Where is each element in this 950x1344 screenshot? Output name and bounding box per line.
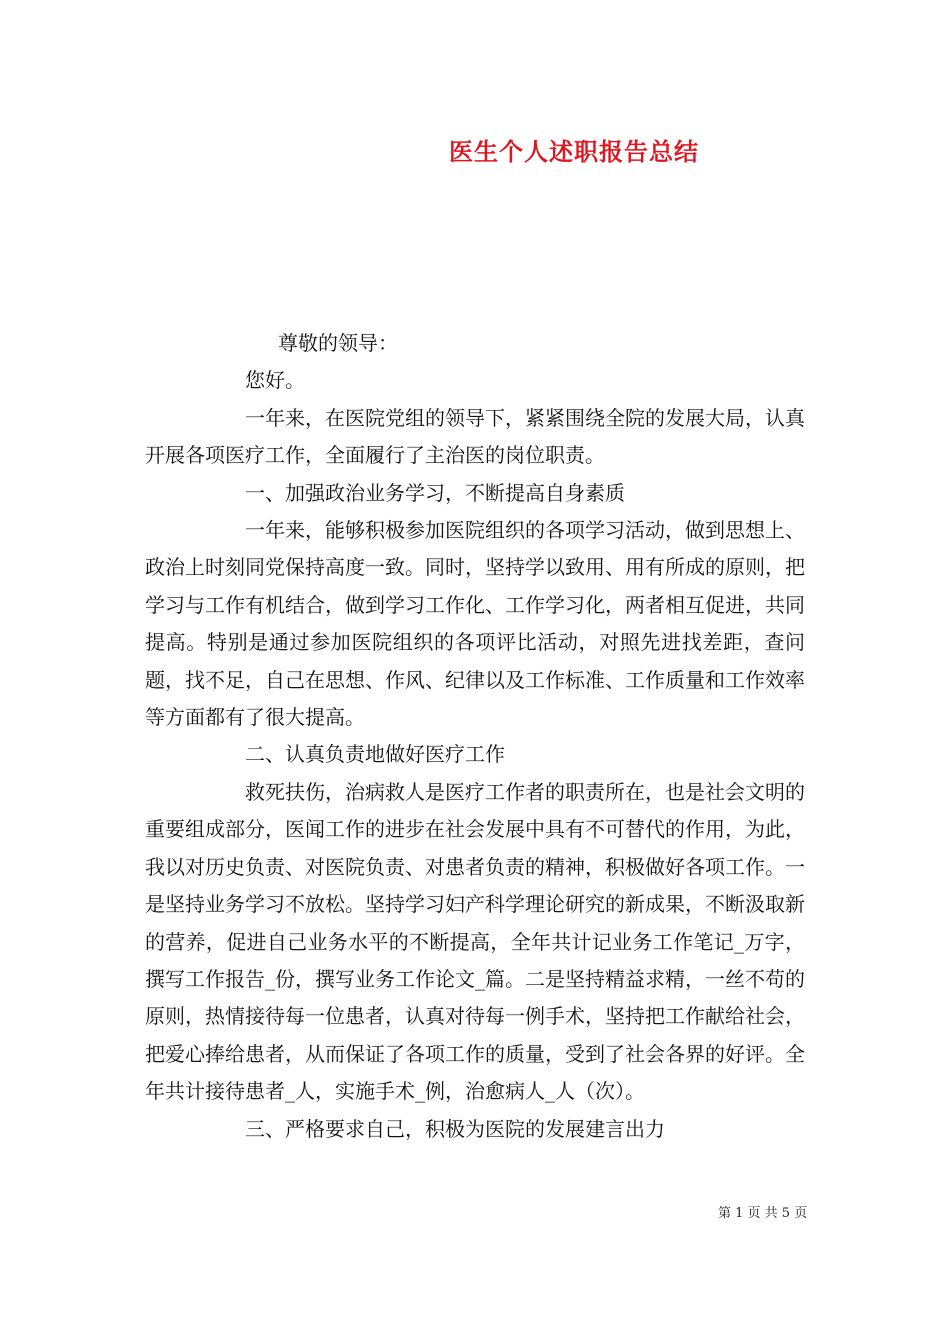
section-paragraph-1: 一年来，能够积极参加医院组织的各项学习活动，做到思想上、政治上时刻同党保持高度一致。同时，坚持学以致用、用有所成的原则，把学习与工作有机结合，做到学习工作化、工作学习化，两者相互促进，共同提高。特别是通过参加医院组织的各项评比活动，对照先进找差距，查问题，找不足，自己在思想、作风、纪律以及工作标准、工作质量和工作效率等方面都有了很大提高。 bbox=[145, 518, 805, 730]
section-paragraph-2: 救死扶伤，治病救人是医疗工作者的职责所在，也是社会文明的重要组成部分，医闻工作的进步在社会发展中具有不可替代的作用，为此，我以对历史负责、对医院负责、对患者负责的精神，积极做好各项工作。一是坚持业务学习不放松。坚持学习妇产科学理论研究的新成果，不断汲取新的营养，促进自己业务水平的不断提高，全年共计记业务工作笔记_万字，撰写工作报告_份，撰写业务工作论文_篇。二是坚持精益求精，一丝不苟的原则，热情接待每一位患者，认真对待每一例手术，坚持把工作献给社会，把爱心捧给患者，从而保证了各项工作的质量，受到了社会各界的好评。全年共计接待患者_人，实施手术_例，治愈病人_人（次）。 bbox=[145, 779, 805, 1104]
greeting: 您好。 bbox=[245, 368, 305, 393]
page-number-footer: 第 1 页 共 5 页 bbox=[718, 1206, 808, 1221]
document-body bbox=[145, 325, 805, 1148]
section-heading-1: 一、加强政治业务学习，不断提高自身素质 bbox=[245, 480, 625, 505]
section-heading-2: 二、认真负责地做好医疗工作 bbox=[245, 742, 505, 767]
salutation: 尊敬的领导： bbox=[278, 331, 398, 355]
document-title: 医生个人述职报告总结 bbox=[449, 137, 699, 166]
section-heading-3: 三、严格要求自己，积极为医院的发展建言出力 bbox=[245, 1116, 665, 1141]
intro-paragraph: 一年来，在医院党组的领导下，紧紧围绕全院的发展大局，认真开展各项医疗工作，全面履行了主治医的岗位职责。 bbox=[145, 405, 805, 468]
